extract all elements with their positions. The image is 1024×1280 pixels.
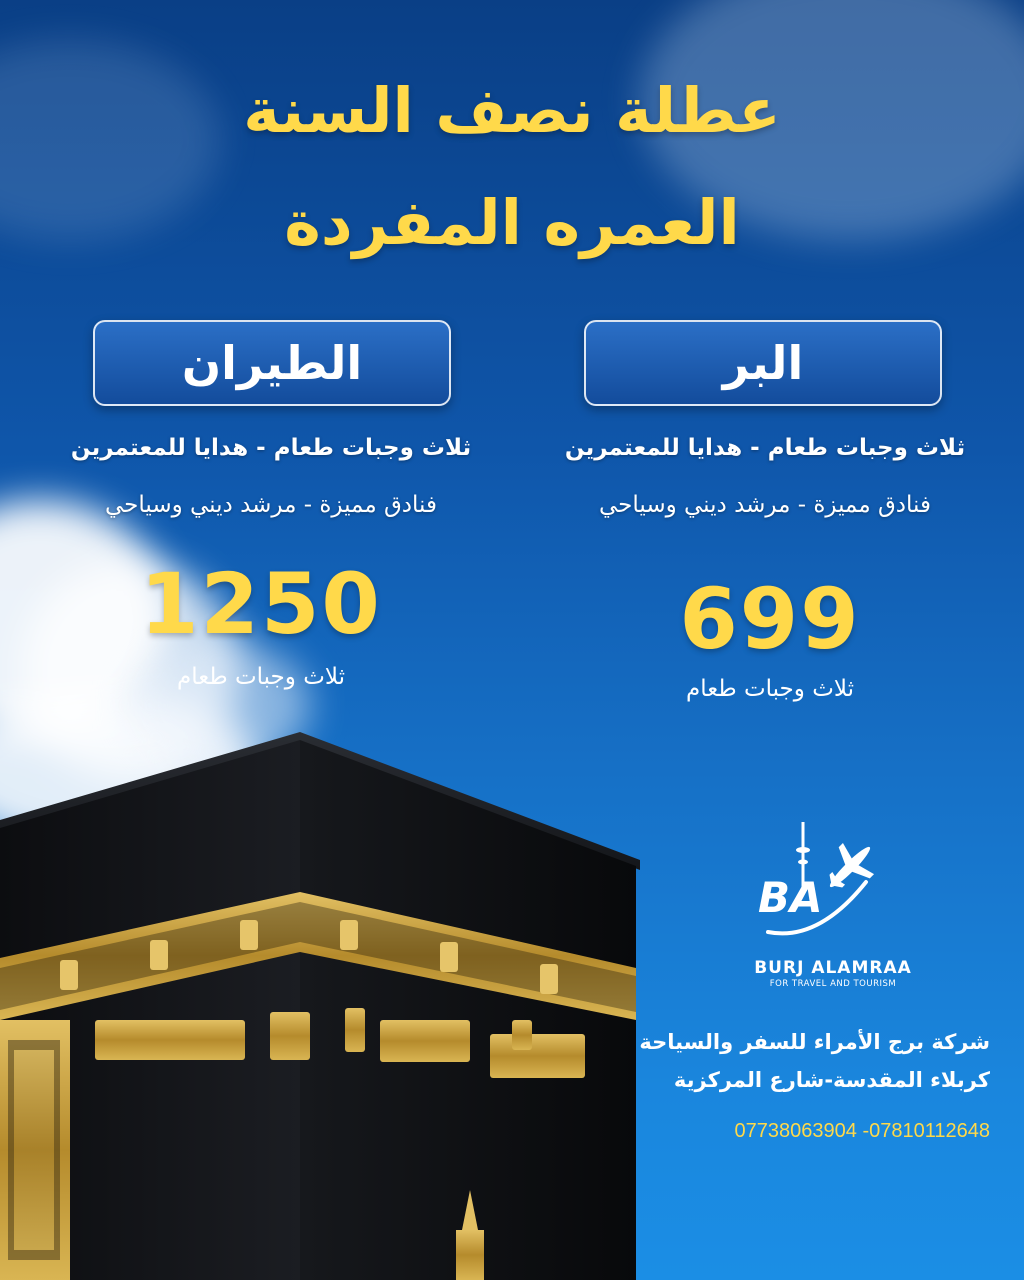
- package-land-price: 699: [679, 570, 861, 668]
- headline-line-1: عطلة نصف السنة: [243, 74, 781, 147]
- brand-tagline: FOR TRAVEL AND TOURISM: [769, 979, 897, 989]
- package-label-land: [584, 320, 942, 406]
- headline-line-2: العمره المفردة: [284, 186, 740, 259]
- airplane-tower-logo-icon: [748, 812, 888, 947]
- package-land-price-note: ثلاث وجبات طعام: [686, 676, 854, 702]
- company-name: شركة برج الأمراء للسفر والسياحة: [639, 1030, 990, 1054]
- package-air-price-note: ثلاث وجبات طعام: [177, 664, 345, 690]
- company-phones: 07738063904 -07810112648: [734, 1120, 990, 1142]
- package-air-features-2: فنادق مميزة - مرشد ديني وسياحي: [104, 492, 437, 518]
- package-label-air-text: الطيران: [181, 336, 363, 390]
- kaaba-image: [0, 720, 640, 1280]
- package-air-features-1: ثلاث وجبات طعام - هدايا للمعتمرين: [70, 435, 472, 461]
- svg-text:BA: BA: [758, 873, 823, 922]
- company-address: كربلاء المقدسة-شارع المركزية: [673, 1068, 990, 1092]
- package-label-land-text: البر: [722, 336, 804, 390]
- package-land-features-2: فنادق مميزة - مرشد ديني وسياحي: [598, 492, 931, 518]
- package-air-price: 1250: [140, 555, 382, 653]
- package-land-features-1: ثلاث وجبات طعام - هدايا للمعتمرين: [564, 435, 966, 461]
- brand-name: BURJ ALAMRAA: [754, 958, 912, 978]
- package-label-air: [93, 320, 451, 406]
